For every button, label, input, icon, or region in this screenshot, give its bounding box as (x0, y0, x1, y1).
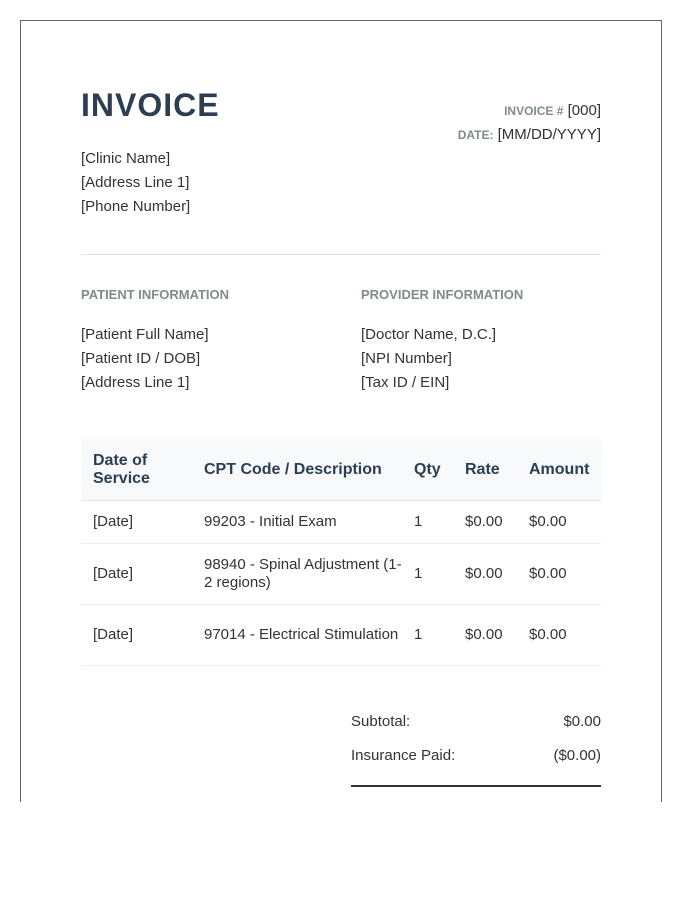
table-header-row (81, 439, 601, 501)
totals-divider (351, 785, 601, 787)
patient-info-heading: PATIENT INFORMATION (81, 287, 230, 302)
patient-id-dob: [Patient ID / DOB] (81, 350, 201, 367)
provider-name: [Doctor Name, D.C.] (361, 326, 497, 343)
invoice-number-line (458, 99, 601, 123)
provider-info (361, 287, 621, 395)
invoice-number-label: INVOICE # (504, 104, 564, 118)
patient-address: [Address Line 1] (81, 374, 190, 391)
invoice-meta (458, 99, 601, 147)
column-header-cpt: CPT Code / Description (192, 439, 402, 501)
insurance-paid-value: ($0.00) (553, 747, 601, 764)
column-header-date: Date of Service (81, 439, 192, 501)
invoice-number-value: [000] (567, 102, 601, 119)
cell-qty: 1 (402, 501, 453, 544)
patient-name: [Patient Full Name] (81, 326, 209, 343)
provider-info-heading: PROVIDER INFORMATION (361, 287, 524, 302)
cell-date: [Date] (81, 605, 192, 666)
invoice-date-line (458, 123, 601, 147)
cell-amount: $0.00 (517, 501, 601, 544)
cell-rate: $0.00 (453, 605, 517, 666)
table-row (81, 605, 601, 666)
cell-date: [Date] (81, 501, 192, 544)
provider-tax-id: [Tax ID / EIN] (361, 374, 450, 391)
totals-block (351, 705, 601, 787)
cell-qty: 1 (402, 544, 453, 605)
invoice-date-label: DATE: (457, 128, 494, 142)
cell-cpt: 97014 - Electrical Stimulation (192, 605, 402, 666)
subtotal-label: Subtotal: (351, 713, 411, 730)
subtotal-row (351, 705, 601, 739)
clinic-name: [Clinic Name] (81, 150, 171, 167)
provider-npi: [NPI Number] (361, 350, 452, 367)
subtotal-value: $0.00 (563, 713, 601, 730)
clinic-info (81, 147, 190, 219)
invoice-title: INVOICE (81, 87, 220, 123)
column-header-rate: Rate (453, 439, 517, 501)
cell-rate: $0.00 (453, 501, 517, 544)
cell-qty: 1 (402, 605, 453, 666)
cell-amount: $0.00 (517, 605, 601, 666)
services-table (81, 439, 601, 666)
clinic-phone: [Phone Number] (81, 198, 191, 215)
cell-cpt: 98940 - Spinal Adjustment (1-2 regions) (192, 544, 402, 605)
cell-amount: $0.00 (517, 544, 601, 605)
table-row (81, 544, 601, 605)
cell-date: [Date] (81, 544, 192, 605)
cell-rate: $0.00 (453, 544, 517, 605)
table-row (81, 501, 601, 544)
invoice-sheet (20, 20, 662, 802)
column-header-qty: Qty (402, 439, 453, 501)
insurance-paid-row (351, 739, 601, 773)
column-header-amount: Amount (517, 439, 601, 501)
clinic-address: [Address Line 1] (81, 174, 190, 191)
patient-info (81, 287, 341, 395)
header-divider (81, 254, 601, 255)
invoice-date-value: [MM/DD/YYYY] (497, 126, 601, 143)
cell-cpt: 99203 - Initial Exam (192, 501, 402, 544)
insurance-paid-label: Insurance Paid: (351, 747, 456, 764)
